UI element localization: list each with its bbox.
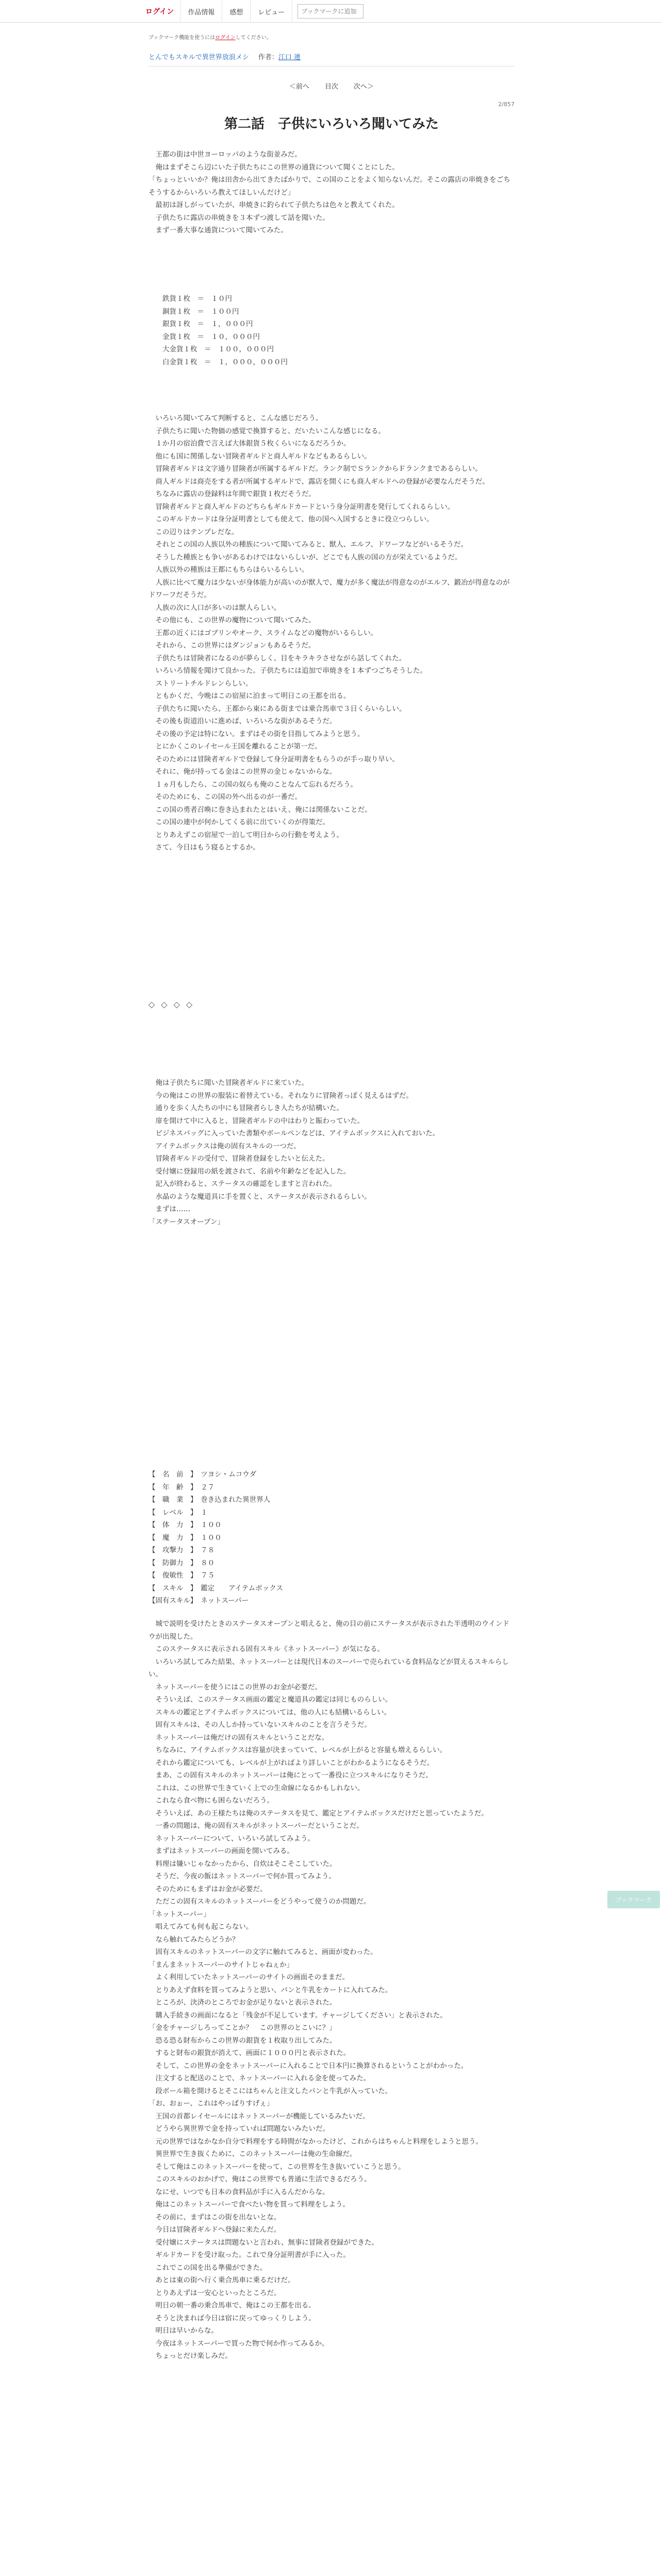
- paragraph-line: 俺はこのネットスーパーで食べたい物を買って料理をしよう。: [148, 2200, 350, 2209]
- paragraph-line: 「金をチャージしろってことか？ この世界のとこいに？」: [148, 2024, 336, 2032]
- paragraph-line: そうだ、今夜の飯はネットスーパーで何か買ってみよう。: [148, 1872, 336, 1880]
- paragraph-line: まず一番大事な通貨について聞いてみた。: [148, 226, 288, 234]
- paragraph-line: この国の連中が何かしてくる前に出ていくのが得策だ。: [148, 818, 329, 826]
- paragraph-line: 【 魔 力 】 １００: [148, 1533, 222, 1542]
- paragraph-line: このスキルのおかげで、俺はこの世界でも普通に生活できるだろう。: [148, 2175, 371, 2183]
- paragraph-line: なら触れてみたらどうか？: [148, 1935, 239, 1944]
- paragraph-line: ビジネスバッグに入っていた書類やボールペンなどは、アイテムボックスに入れておいた。: [148, 1129, 440, 1138]
- novel-body-status-block: [148, 1468, 515, 1607]
- prev-chapter-link[interactable]: ＜前へ: [289, 83, 309, 91]
- paragraph-line: このステータスに表示される固有スキル《ネットスーパー》が気になる。: [148, 1645, 385, 1653]
- paragraph-line: 明日は早いからな。: [148, 2327, 218, 2335]
- login-button[interactable]: ログイン: [139, 0, 180, 23]
- paragraph-line: 料理は嫌いじゃなかったから、自炊はそこそこしていた。: [148, 1859, 337, 1868]
- paragraph-line: 今夜はネットスーパーで買った物で何か作ってみるか。: [148, 2339, 329, 2348]
- series-header: [148, 52, 515, 61]
- paragraph-line: そのためにも、この国の外へ出るのが一番だ。: [148, 793, 302, 801]
- paragraph-line: その後も街道沿いに進めば、いろいろな街があるそうだ。: [148, 717, 337, 725]
- paragraph-line: 【 防御力 】 ８０: [148, 1558, 215, 1567]
- novel-body-section-1: [148, 148, 515, 237]
- paragraph-line: ちなみに、アイテムボックスは容量が決まっていて、レベルが上がると容量も増えるらしい。: [148, 1746, 447, 1754]
- paragraph-line: 【 レベル 】 １: [148, 1508, 208, 1517]
- paragraph-line: 銀貨１枚 ＝ １，０００円: [148, 320, 253, 328]
- next-chapter-link[interactable]: 次へ＞: [354, 83, 374, 91]
- paragraph-line: そして俺はこのネットスーパーを使って、この世界を生き抜いていこうと思う。: [148, 2162, 405, 2171]
- paragraph-line: よく利用していたネットスーパーのサイトの画面そのままだ。: [148, 1973, 350, 1981]
- notice-text-after: してください。: [235, 35, 272, 41]
- paragraph-line: ネットスーパーは俺だけの固有スキルということだな。: [148, 1733, 329, 1742]
- paragraph-line: 【 攻撃力 】 ７８: [148, 1546, 215, 1554]
- paragraph-line: まずはネットスーパーの画面を開いてみる。: [148, 1847, 294, 1855]
- paragraph-line: 白金貨１枚 ＝ １，０００，０００円: [148, 358, 288, 366]
- paragraph-line: とにかくこのレイセール王国を離れることが第一だ。: [148, 742, 322, 751]
- novel-body-currency-table: [148, 293, 515, 368]
- paragraph-line: 俺は子供たちに聞いた冒険者ギルドに来ていた。: [148, 1079, 309, 1087]
- paragraph-line: 他にも国に関係しない冒険者ギルドと商人ギルドなどもあるらしい。: [148, 452, 371, 461]
- paragraph-line: どうやら異世界で金を持っていれば問題ないみたいだ。: [148, 2125, 329, 2133]
- paragraph-line: １か月の宿泊費で言えば大体銀貨５枚くらいになるだろうか。: [148, 439, 351, 448]
- paragraph-line: いろいろ情報を聞けて良かった。子供たちには追加で串焼きを１本ずつごちそうした。: [148, 667, 427, 675]
- paragraph-line: ネットスーパーを使うにはこの世界のお金が必要だ。: [148, 1683, 322, 1691]
- paragraph-line: そうと決まれば今日は宿に戻ってゆっくりしよう。: [148, 2314, 316, 2323]
- paragraph-line: 子供たちに聞いたら、王都から東にある街までは乗合馬車で３日くらいらしい。: [148, 704, 406, 713]
- paragraph-line: 鉄貨１枚 ＝ １０円: [148, 295, 232, 303]
- paragraph-line: 「ちょっといいか？俺は田舎から出てきたばかりで、この国のことをよく知らないんだ。そこの露店の串焼きをごちそうするからいろいろ教えてほしいんだけど」: [148, 176, 510, 197]
- paragraph-line: それから、この世界にはダンジョンもあるそうだ。: [148, 641, 316, 650]
- pager-top: [148, 81, 515, 91]
- novel-body-section-3: [148, 412, 515, 854]
- paragraph-line: その後の予定は特にない。まずはその街を目指してみようと思う。: [148, 730, 365, 738]
- paragraph-line: とりあえず食料を買ってみようと思い、パンと牛乳をカートに入れてみた。: [148, 1986, 392, 1994]
- paragraph-line: 子供たちに聞いた物価の感覚で換算すると、だいたいこんな感じになる。: [148, 427, 385, 435]
- paragraph-line: それとこの国の人族以外の種族について聞いてみると、獣人、エルフ、ドワーフなどがいるそうだ。: [148, 540, 468, 549]
- paragraph-line: 通りを歩く人たちの中にも冒険者らしき人たちが結構いた。: [148, 1104, 343, 1112]
- paragraph-line: スキルの鑑定とアイテムボックスについては、他の人にも結構いるらしい。: [148, 1708, 391, 1717]
- paragraph-line: これなら食べ物にも困らないだろう。: [148, 1797, 274, 1805]
- paragraph-line: 最初は訝しがっていたが、串焼きに釣られて子供たちは色々と教えてくれた。: [148, 201, 399, 209]
- paragraph-line: 段ボール箱を開けるとそこにはちゃんと注文したパンと牛乳が入っていた。: [148, 2087, 392, 2095]
- paragraph-line: ところが、決済のところでお金が足りないと表示された。: [148, 1998, 337, 2007]
- notice-login-link[interactable]: ログイン: [215, 35, 236, 41]
- novel-body-section-4: [148, 1077, 515, 1228]
- paragraph-line: その前に、まずはこの街を出ないとな。: [148, 2213, 281, 2222]
- paragraph-line: あとは東の街へ行く乗合馬車に乗るだけだ。: [148, 2276, 295, 2284]
- paragraph-line: 受付嬢に登録用の紙を渡されて、名前や年齢などを記入した。: [148, 1167, 351, 1176]
- paragraph-line: これは、この世界で生きていく上での生命線になるかもしれない。: [148, 1784, 365, 1792]
- paragraph-line: 【 俊敏性 】 ７５: [148, 1571, 215, 1580]
- paragraph-line: そういえば、あの王様たちは俺のステータスを見て、鑑定とアイテムボックスだけだと思っていたようだ。: [148, 1809, 488, 1818]
- paragraph-line: 購入手続きの画面になると「残金が不足しています。チャージしてください」と表示された。: [148, 2011, 447, 2020]
- paragraph-line: この辺りはテンプレだな。: [148, 528, 239, 536]
- paragraph-line: まずは……: [148, 1205, 190, 1213]
- paragraph-line: 【 名 前 】 ツヨシ・ムコウダ: [148, 1470, 257, 1479]
- paragraph-line: このギルドカードは身分証明書としても使えて、他の国へ入国するときに役立つらしい。: [148, 515, 434, 523]
- paragraph-line: 冒険者ギルドは文字通り冒険者が所属するギルドだ。ランク制でＳランクからＦランクまであるらしい。: [148, 465, 482, 473]
- paragraph-line: その他にも、この世界の魔物について聞いてみた。: [148, 616, 316, 624]
- paragraph-line: 【 スキル 】 鑑定 アイテムボックス: [148, 1584, 284, 1592]
- paragraph-line: 子供たちに露店の串焼きを３本ずつ渡して話を聞いた。: [148, 213, 329, 222]
- paragraph-line: ただこの固有スキルのネットスーパーをどうやって使うのか問題だ。: [148, 1897, 371, 1906]
- author-label: 作者：: [258, 54, 278, 61]
- paragraph-line: 唱えてみても何も起こらない。: [148, 1923, 253, 1931]
- paragraph-line: 【 体 力 】 １００: [148, 1521, 222, 1529]
- scene-break-dots: ◇◇◇◇: [148, 999, 199, 1009]
- bookmark-input[interactable]: [297, 4, 363, 19]
- paragraph-line: アイテムボックスは俺の固有スキルの一つだ。: [148, 1142, 301, 1150]
- paragraph-line: 【 年 齢 】 ２７: [148, 1483, 215, 1492]
- paragraph-line: 異世界で生き抜くために、このネットスーパーは俺の生命線だ。: [148, 2150, 357, 2158]
- paragraph-line: 水晶のような魔道具に手を置くと、ステータスが表示されるらしい。: [148, 1192, 371, 1201]
- paragraph-line: 王都の街は中世ヨーロッパのような街並みだ。: [148, 150, 302, 159]
- paragraph-line: いろいろ試してみた結果、ネットスーパーとは現代日本のスーパーで売られている食料品などが買えるスキルらしい。: [148, 1657, 509, 1679]
- paragraph-line: そうした種族とも争いがあるわけではないらしいが、どこでも人族の国の方が栄えているようだ。: [148, 553, 462, 562]
- paragraph-line: 明日の朝一番の乗合馬車で、俺はこの王都を出る。: [148, 2301, 316, 2310]
- paragraph-line: ちょっとだけ楽しみだ。: [148, 2352, 232, 2360]
- paragraph-line: 元の世界ではなかなか自分で料理をする時間がなかったけど、これからはちゃんと料理をしようと思う。: [148, 2137, 483, 2146]
- paragraph-line: ネットスーパーについて、いろいろ試してみよう。: [148, 1834, 315, 1843]
- paragraph-line: 人族以外の種族は王都にもちらほらいるらしい。: [148, 566, 309, 574]
- paragraph-line: そのためには冒険者ギルドで登録して身分証明書をもらうのが手っ取り早い。: [148, 755, 399, 764]
- nav-link-novel-info[interactable]: 作品情報: [180, 0, 222, 23]
- paragraph-line: 今日は冒険者ギルドへ登録に来たんだ。: [148, 2226, 281, 2234]
- paragraph-line: 「ネットスーパー」: [148, 1910, 211, 1919]
- paragraph-line: 冒険者ギルドの受付で、冒険者登録をしたいと伝えた。: [148, 1155, 329, 1163]
- paragraph-line: ちなみに露店の登録料は年間で銀貨１枚だそうだ。: [148, 490, 316, 498]
- paragraph-line: 受付嬢にステータスは問題ないと言われ、無事に冒険者登録ができた。: [148, 2238, 379, 2247]
- paragraph-line: 【 職 業 】 巻き込まれた異世界人: [148, 1496, 271, 1504]
- paragraph-line: 金貨１枚 ＝ １０，０００円: [148, 332, 260, 341]
- paragraph-line: 王国の首都レイセールにはネットスーパーが機能しているみたいだ。: [148, 2112, 370, 2121]
- paragraph-line: それに、俺が持ってる金はこの世界の金じゃないからな。: [148, 768, 337, 776]
- paragraph-line: 【固有スキル】 ネットスーパー: [148, 1597, 249, 1605]
- top-navigation-inner: [139, 0, 363, 23]
- paragraph-line: １ヵ月もしたら、この国の奴らも俺のことなんて忘れるだろう。: [148, 780, 357, 789]
- paragraph-line: 記入が終わると、ステータスの確認をしますと言われた。: [148, 1180, 337, 1188]
- paragraph-line: 子供たちは冒険者になるのが夢らしく、目をキラキラさせながら話してくれた。: [148, 654, 406, 663]
- paragraph-line: この国の勇者召喚に巻き込まれたとはいえ、俺には関係ないことだ。: [148, 805, 372, 814]
- paragraph-line: それから鑑定についても、レベルが上がればより詳しいことがわかるようになるそうだ。: [148, 1758, 434, 1767]
- paragraph-line: 銅貨１枚 ＝ １００円: [148, 307, 239, 316]
- paragraph-line: 一番の問題は、俺の固有スキルがネットスーパーだということだ。: [148, 1822, 363, 1830]
- paragraph-line: 「ステータスオープン」: [148, 1217, 225, 1226]
- paragraph-line: さて、今日はもう寝るとするか。: [148, 843, 260, 852]
- paragraph-line: 人族の次に人口が多いのは獣人らしい。: [148, 603, 281, 612]
- paragraph-line: 「お、おぉー、これはやっぱりすげぇ」: [148, 2099, 274, 2108]
- paragraph-line: 恐る恐る財布からこの世界の銀貨を１枚取り出してみた。: [148, 2036, 337, 2045]
- notice-text-before: ブックマーク機能を使うには: [148, 35, 216, 41]
- chapter-title: 第二話 子供にいろいろ聞いてみた: [224, 116, 439, 132]
- series-title-link[interactable]: とんでもスキルで異世界放浪メシ: [148, 54, 249, 61]
- author-name-link[interactable]: 江口 連: [278, 54, 301, 61]
- paragraph-line: そういえば、このステータス画面の鑑定と魔道具の鑑定は同じものらしい。: [148, 1696, 392, 1704]
- chapter-number: 2/857: [498, 101, 515, 108]
- paragraph-line: 固有スキルのネットスーパーの文字に触れてみると、画面が変わった。: [148, 1948, 377, 1956]
- paragraph-line: ともかくだ、今晩はこの宿屋に泊まって明日この王都を出る。: [148, 692, 351, 700]
- nav-link-impressions[interactable]: 感想: [222, 0, 251, 23]
- toc-link[interactable]: 目次: [324, 83, 338, 91]
- paragraph-line: とりあえずは一安心といったところだ。: [148, 2289, 281, 2297]
- paragraph-line: 「まんまネットスーパーのサイトじゃねぇか」: [148, 1960, 294, 1969]
- novel-body-section-6: [148, 1618, 515, 2363]
- paragraph-line: いろいろ聞いてみて判断すると、こんな感じだろう。: [148, 414, 323, 422]
- paragraph-line: 王都の近くにはゴブリンやオーク、スライムなどの魔物がいるらしい。: [148, 629, 378, 637]
- paragraph-line: 冒険者ギルドと商人ギルドのどちらもギルドカードという身分証明書を発行してくれるらしい。: [148, 502, 455, 511]
- paragraph-line: 城で説明を受けたときのステータスオープンと唱えると、俺の目の前にステータスが表示された半透明のウインドウが出現した。: [148, 1620, 509, 1641]
- paragraph-line: なにせ、いつでも日本の食料品が手に入るんだからな。: [148, 2188, 329, 2196]
- paragraph-line: まあ、この固有スキルのネットスーパーは俺にとって一番役に立つスキルになりそうだ。: [148, 1771, 433, 1780]
- bookmark-notice-top: [148, 33, 515, 41]
- paragraph-line: 扉を開けて中に入ると、冒険者ギルドの中はわりと賑わっていた。: [148, 1116, 365, 1125]
- paragraph-line: 注文すると配送のことで、ネットスーパーに入れる金を使ってみた。: [148, 2074, 371, 2082]
- paragraph-line: ストリートチルドレンらしい。: [148, 679, 253, 688]
- paragraph-line: これでこの国を出る準備ができた。: [148, 2263, 267, 2272]
- paragraph-line: すると財布の銀貨が消えて、画面に１０００円と表示された。: [148, 2049, 351, 2057]
- paragraph-line: そして、この世界の金をネットスーパーに入れることで日本円に換算されるということがわかった。: [148, 2061, 468, 2070]
- paragraph-line: 商人ギルドは商売をする者が所属するギルドで、露店を開くにも商人ギルドへの登録が必要なんだそうだ。: [148, 477, 489, 486]
- paragraph-line: 固有スキルは、その人しか持っていないスキルのことを言うそうだ。: [148, 1721, 371, 1729]
- paragraph-line: 人族に比べて魔力は少ないが身体能力が高いのが獣人で、魔力が多く魔法が得意なのがエルフ、鍛冶が得意なのがドワーフだそうだ。: [148, 578, 510, 599]
- paragraph-line: 大金貨１枚 ＝ １００，０００円: [148, 345, 274, 353]
- floating-bookmark-button[interactable]: ブックマーク: [607, 1891, 660, 1908]
- paragraph-line: とりあえずこの宿屋で一泊して明日からの行動を考えよう。: [148, 831, 343, 839]
- paragraph-line: ギルドカードを受け取った。これで身分証明書が手に入った。: [148, 2251, 350, 2259]
- paragraph-line: 俺はまずそこら辺にいた子供たちにこの世界の通貨について聞くことにした。: [148, 163, 399, 172]
- top-navigation-bar: [0, 0, 662, 23]
- paragraph-line: そのためにもまずはお金が必要だ。: [148, 1885, 267, 1893]
- paragraph-line: 今の俺はこの世界の服装に着替えている。それなりに冒険者っぽく見えるはずだ。: [148, 1091, 413, 1100]
- nav-link-reviews[interactable]: レビュー: [251, 0, 292, 23]
